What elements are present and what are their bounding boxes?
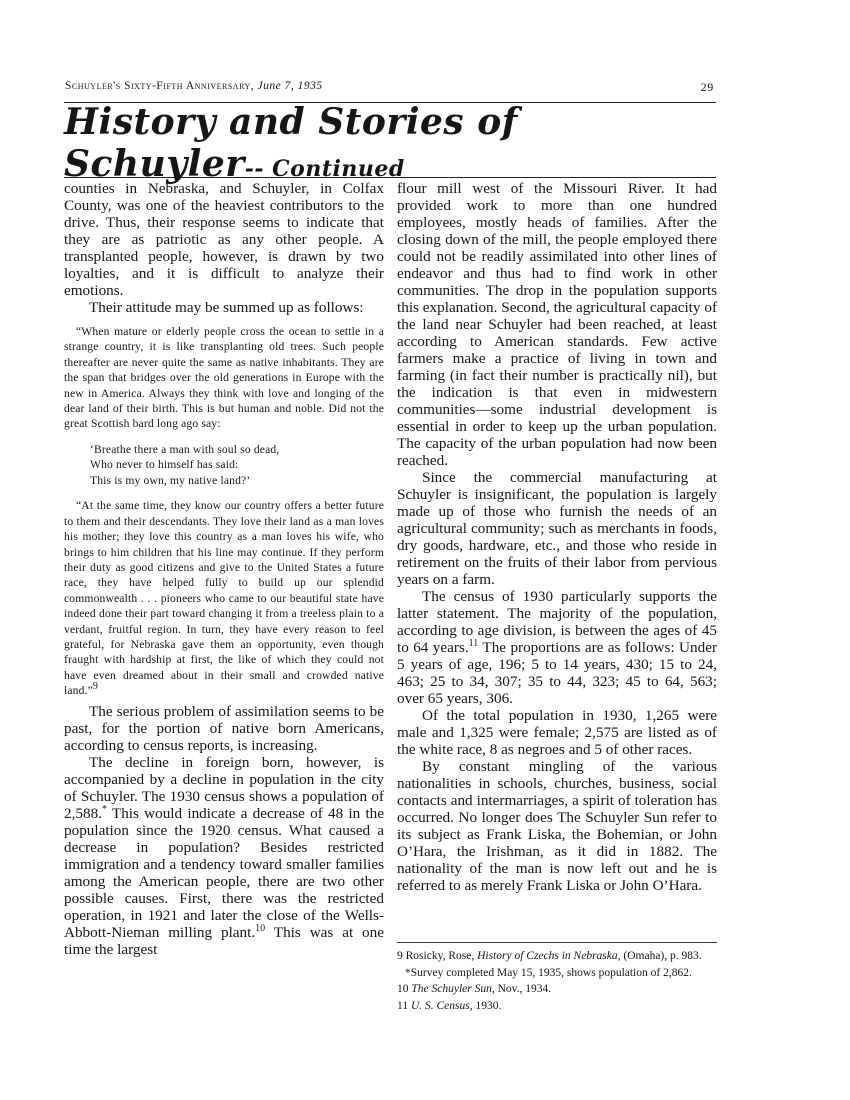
page-number: 29 [700, 80, 714, 94]
left-paragraph-3: The serious problem of assimilation seems to be past, for the portion of native born Americans, according to census reports, is increasing. [64, 702, 384, 754]
quote-paragraph-1: “When mature or elderly people cross the ocean to settle in a strange country, it is like transplanting old trees. Such people thereafter are never quite the same as native inhabitants. They are the span that bridges over the old generations in Europe with the new in America. Always they think with love and longing of the dear land of their birth. This is but human and noble. Did not the great Scottish bard long ago say: [64, 325, 384, 431]
right-column [397, 180, 717, 894]
verse-line: ‘Breathe there a man with soul so dead, [90, 442, 280, 456]
right-paragraph-1: flour mill west of the Missouri River. It had provided work to more than one hundred employees, mostly heads of families. After the closing down of the mill, the people employed there could not be readily assimilated into other lines of endeavor and thus had to find work in other communities. The drop in the population supports this explanation. Second, the agricultural capacity of the land near Schuyler had been reached, at least according to American standards. Few active farmers make a practice of living in town and farming (in fact their number is practically nil), but the indication is that even in midwestern communities—some industrial development is essential in order to keep up the urban population. The capacity of the urban population had now been reached. [397, 180, 717, 469]
quote-paragraph-2-text: “At the same time, they know our country offers a better future to them and their descendants. They love their land as a man loves his mother; they love this country as a man loves his wife, who brings to him children that his line may continue. If they perform their duty as good citizens and give to the United States a future race, they have helped fully to build up our splendid commonwealth . . . pioneers who came to our beautiful state have indeed done their part toward changing it from a treeless plain to a verdant, fruitful region. In turn, they have every reason to feel grateful, for Nebraska gave them an opportunity, even though fraught with hardship at first, the like of which they could not have even dreamed about in their small and crowded native land.” [64, 499, 384, 698]
left-paragraph-4 [64, 754, 384, 958]
verse [90, 442, 384, 489]
left-paragraph-4-text: This would indicate a decrease of 48 in the population since the 1920 census. What caused a decrease in population? Besides restricted immigration and a tendency toward smaller families among the American people, there are two other possible causes. First, there was the restricted operation, in 1921 and later the close of the Wells-Abbott-Nieman milling plant. [64, 804, 384, 941]
right-paragraph-3 [397, 588, 717, 707]
footnote-11 [397, 999, 717, 1014]
left-paragraph-4-text: The decline in foreign born, however, is accompanied by a decline in population in the city of Schuyler. The 1930 census shows a population of 2,588. [64, 753, 384, 822]
footnote-text: Rosicky, Rose, [405, 950, 478, 962]
title-main: History and Stories of Schuyler [64, 101, 518, 185]
footnote-text: 1930. [472, 999, 502, 1012]
footnote-ref-11: 11 [468, 637, 479, 649]
verse-line: This is my own, my native land?’ [90, 473, 251, 487]
footnote-star: *Survey completed May 15, 1935, shows population of 2,862. [405, 966, 692, 979]
left-paragraph-4-text: This was at one time the largest [64, 923, 384, 958]
footnote-text: Nov., 1934. [494, 983, 552, 995]
footnote-number: 11 [397, 999, 409, 1012]
block-quote [64, 324, 384, 699]
left-paragraph-2: Their attitude may be summed up as follows: [89, 299, 364, 316]
right-paragraph-5: By constant mingling of the various nationalities in schools, churches, business, social contacts and intermarriages, a spirit of toleration has occurred. No longer does The Schuyler Sun refer to its subject as Frank Liska, the Bohemian, or John O’Hara, the Irishman, as it did in 1882. The nationality of the man is now left out and he is referred to as merely Frank Liska or John O’Hara. [397, 758, 717, 894]
footnote-ref-star: * [101, 803, 107, 815]
footnote-9 [397, 949, 717, 964]
footnote-text: (Omaha), p. 983. [620, 950, 702, 962]
right-paragraph-2: Since the commercial manufacturing at Schuyler is insignificant, the population is largely made up of those who furnish the needs of an agricultural community; such as merchants in foods, dry goods, hardware, etc., and those who reside in retirement on the fruits of their labor from pervious years on a farm. [397, 469, 717, 588]
running-date: June 7, 1935 [257, 80, 323, 92]
left-paragraph-1: counties in Nebraska, and Schuyler, in Colfax County, was one of the heaviest contributors to the drive. Thus, their response seems to indicate that they are as patriotic as any other people. A transplanted people, however, is drawn by two loyalties, and it is difficult to analyze their emotions. [64, 180, 384, 299]
footnote-title: U. S. Census, [410, 999, 473, 1012]
right-paragraph-3-text: The census of 1930 particularly supports the latter statement. The majority of the population, according to age division, is between the ages of 45 to 64 years. [397, 588, 717, 656]
left-column [64, 180, 384, 958]
verse-line: Who never to himself has said: [90, 458, 239, 472]
running-title-text: Schuyler's Sixty-Fifth Anniversary, [65, 80, 255, 92]
title-continued: -- Continued [244, 156, 405, 182]
footnote-title: History of Czechs in Nebraska, [477, 950, 621, 962]
footnote-number: 10 [397, 983, 409, 995]
right-paragraph-4: Of the total population in 1930, 1,265 were male and 1,325 were female; 2,575 are listed as of the white race, 8 as negroes and 5 of other races. [397, 707, 717, 758]
right-paragraph-3-text: The proportions are as follows: Under 5 years of age, 196; 5 to 14 years, 430; 15 to 24, 463; 25 to 34, 307; 35 to 44, 323; 45 to 64, 563; over 65 years, 306. [397, 639, 718, 707]
footnote-ref-9: 9 [92, 681, 99, 693]
footnote-10 [397, 982, 717, 997]
running-title [65, 80, 323, 95]
footnotes [397, 942, 717, 1015]
title-banner [64, 101, 716, 185]
footnote-ref-10: 10 [255, 922, 266, 934]
quote-paragraph-2 [64, 498, 384, 698]
footnote-number: 9 [397, 950, 403, 962]
running-head [65, 80, 714, 95]
footnote-title: The Schuyler Sun, [411, 983, 495, 995]
page-title [64, 101, 716, 185]
